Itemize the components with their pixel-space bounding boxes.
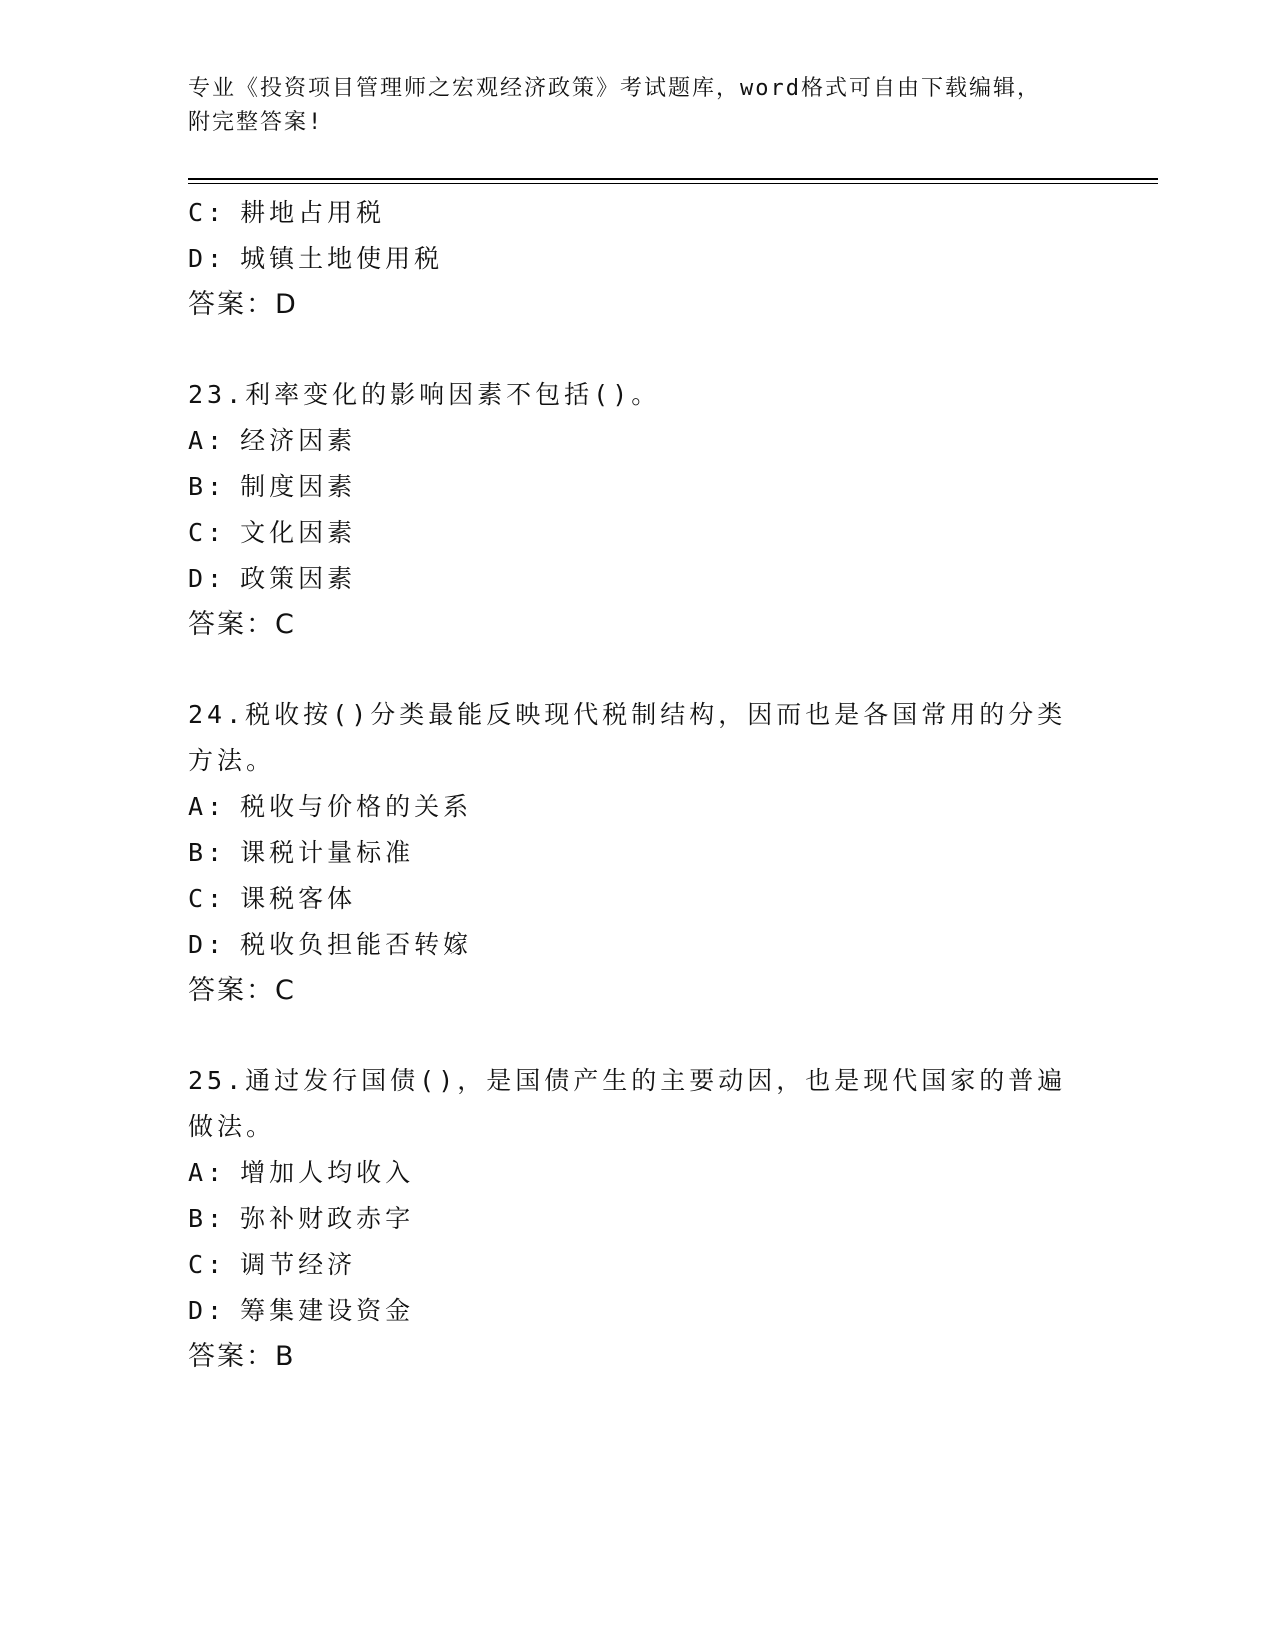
option-text: 税收与价格的关系 — [240, 792, 473, 821]
option-text: 课税客体 — [240, 884, 357, 913]
option-text: 城镇土地使用税 — [240, 244, 444, 273]
option-label: D: — [188, 244, 227, 273]
answer-line: 答案：B — [188, 1341, 296, 1372]
option-text: 经济因素 — [240, 426, 357, 455]
question-24 — [188, 692, 1088, 1014]
option-a — [188, 418, 1088, 464]
header-line-1: 专业《投资项目管理师之宏观经济政策》考试题库，word格式可自由下载编辑， — [188, 76, 1041, 101]
option-label: C: — [188, 884, 227, 913]
option-d — [188, 556, 1088, 602]
question-stem: 23.利率变化的影响因素不包括()。 — [188, 380, 661, 409]
option-b — [188, 464, 1088, 510]
option-label: C: — [188, 518, 227, 547]
option-label: C: — [188, 198, 227, 227]
question-stem: 25.通过发行国债()，是国债产生的主要动因，也是现代国家的普遍做法。 — [188, 1066, 1067, 1141]
option-label: B: — [188, 472, 227, 501]
option-text: 调节经济 — [240, 1250, 357, 1279]
option-b — [188, 830, 1088, 876]
option-text: 增加人均收入 — [240, 1158, 415, 1187]
option-d — [188, 1288, 1088, 1334]
option-label: D: — [188, 1296, 227, 1325]
answer-line: 答案：D — [188, 289, 298, 320]
header-divider-thin — [188, 183, 1158, 184]
option-text: 筹集建设资金 — [240, 1296, 415, 1325]
option-text: 弥补财政赤字 — [240, 1204, 415, 1233]
option-a — [188, 784, 1088, 830]
option-c — [188, 190, 1088, 236]
option-label: D: — [188, 564, 227, 593]
answer-line: 答案：C — [188, 975, 296, 1006]
option-a — [188, 1150, 1088, 1196]
question-23 — [188, 372, 1088, 648]
option-c — [188, 876, 1088, 922]
option-d — [188, 236, 1088, 282]
option-d — [188, 922, 1088, 968]
option-b — [188, 1196, 1088, 1242]
header-divider-thick — [188, 178, 1158, 180]
question-25 — [188, 1058, 1088, 1380]
option-text: 税收负担能否转嫁 — [240, 930, 473, 959]
header-line-2: 附完整答案! — [188, 110, 324, 135]
option-label: D: — [188, 930, 227, 959]
option-text: 课税计量标准 — [240, 838, 415, 867]
option-c — [188, 510, 1088, 556]
option-label: A: — [188, 1158, 227, 1187]
option-label: B: — [188, 838, 227, 867]
question-stem: 24.税收按()分类最能反映现代税制结构，因而也是各国常用的分类方法。 — [188, 700, 1067, 775]
document-body — [188, 190, 1088, 1380]
option-label: C: — [188, 1250, 227, 1279]
answer-line: 答案：C — [188, 609, 296, 640]
option-text: 制度因素 — [240, 472, 357, 501]
question-22-continued — [188, 190, 1088, 328]
option-label: A: — [188, 792, 227, 821]
option-text: 政策因素 — [240, 564, 357, 593]
option-label: A: — [188, 426, 227, 455]
option-text: 文化因素 — [240, 518, 357, 547]
document-header — [188, 72, 1088, 140]
option-label: B: — [188, 1204, 227, 1233]
option-c — [188, 1242, 1088, 1288]
option-text: 耕地占用税 — [240, 198, 386, 227]
